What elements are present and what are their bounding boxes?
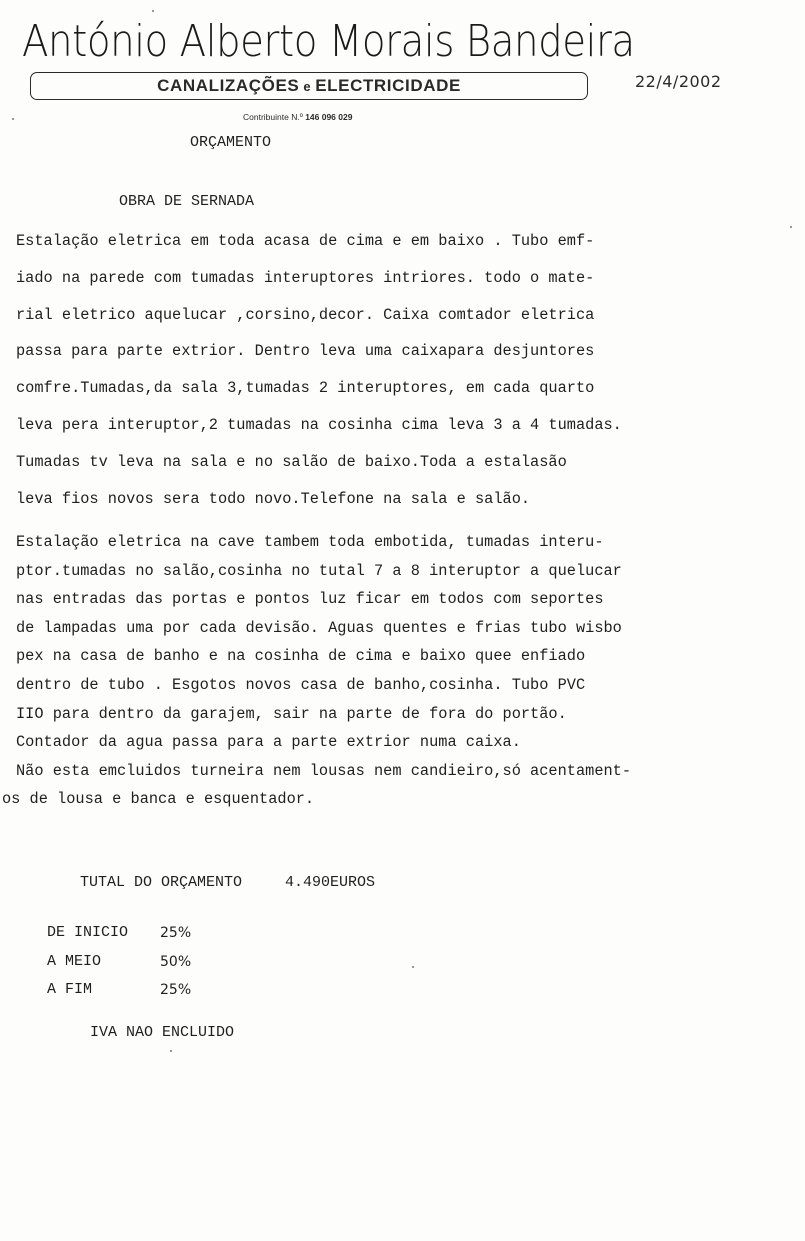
scan-speck bbox=[152, 10, 154, 12]
trade-banner bbox=[30, 72, 588, 100]
text-line: dentro de tubo . Esgotos novos casa de banho,cosinha. Tubo PVC bbox=[16, 675, 586, 694]
payment-stage: DE INICIO bbox=[47, 924, 129, 941]
payment-stage: A MEIO bbox=[47, 952, 102, 970]
vat-note: IVA NAO ENCLUIDO bbox=[90, 1024, 235, 1041]
payment-stage: A FIM bbox=[47, 981, 93, 998]
total-label: TUTAL DO ORÇAMENTO bbox=[80, 874, 243, 891]
text-line: Estalação eletrica em toda acasa de cima e em baixo . Tubo emf- bbox=[16, 232, 595, 250]
trade-conjunction: e bbox=[303, 78, 312, 94]
trade-plumbing: CANALIZAÇÕES bbox=[157, 76, 300, 95]
payment-row bbox=[47, 922, 191, 951]
total-amount: 4.490EUROS bbox=[285, 874, 376, 891]
scan-speck bbox=[170, 1050, 172, 1052]
text-line: leva fios novos sera todo novo.Telefone na sala e salão. bbox=[16, 489, 531, 508]
taxpayer-number: 146 096 029 bbox=[305, 112, 353, 122]
document-title: ORÇAMENTO bbox=[190, 134, 272, 151]
text-line: Contador da agua passa para a parte extrior numa caixa. bbox=[16, 733, 521, 752]
text-line: Não esta emcluidos turneira nem lousas nem candieiro,só acentament- bbox=[16, 761, 632, 780]
payment-row bbox=[47, 979, 191, 1008]
payment-percent: 25% bbox=[160, 925, 192, 941]
text-line: iado na parede com tumadas interuptores intriores. todo o mate- bbox=[16, 268, 595, 287]
payment-row bbox=[47, 951, 191, 980]
text-line: Estalação eletrica na cave tambem toda embotida, tumadas interu- bbox=[16, 533, 604, 551]
payment-percent: 25% bbox=[160, 982, 192, 998]
text-line: leva pera interuptor,2 tumadas na cosinha cima leva 3 a 4 tumadas. bbox=[16, 415, 622, 434]
scan-speck bbox=[412, 966, 414, 968]
paragraph-electrical-upper bbox=[16, 230, 622, 524]
work-title: OBRA DE SERNADA bbox=[119, 193, 255, 210]
text-line: nas entradas das portas e pontos luz ficar em todos com seportes bbox=[16, 590, 604, 609]
text-line: ptor.tumadas no salão,cosinha no tutal 7 a 8 interuptor a quelucar bbox=[16, 561, 622, 580]
taxpayer-label: Contribuinte N.º bbox=[243, 112, 303, 122]
taxpayer-id bbox=[243, 112, 352, 122]
payment-percent: 50% bbox=[160, 953, 192, 970]
payment-schedule bbox=[47, 922, 191, 1008]
text-line: os de lousa e banca e esquentador. bbox=[2, 790, 315, 809]
text-line: pex na casa de banho e na cosinha de cima e baixo quee enfiado bbox=[16, 647, 586, 666]
scan-speck bbox=[12, 118, 14, 120]
text-line: rial eletrico aquelucar ,corsino,decor. Caixa comtador eletrica bbox=[16, 305, 595, 324]
text-line: IIO para dentro da garajem, sair na parte de fora do portão. bbox=[16, 704, 567, 723]
scan-speck bbox=[790, 226, 792, 228]
quotation-total bbox=[80, 874, 375, 891]
document-date: 22/4/2002 bbox=[635, 72, 722, 91]
text-line: de lampadas uma por cada devisão. Aguas quentes e frias tubo wisbo bbox=[16, 618, 622, 637]
trade-electricity: ELECTRICIDADE bbox=[315, 76, 461, 95]
text-line: Tumadas tv leva na sala e no salão de baixo.Toda a estalasão bbox=[16, 452, 567, 471]
company-name: António Alberto Morais Bandeira bbox=[22, 16, 635, 67]
paragraph-cave-plumbing bbox=[2, 531, 632, 817]
text-line: comfre.Tumadas,da sala 3,tumadas 2 interuptores, em cada quarto bbox=[16, 379, 595, 398]
text-line: passa para parte extrior. Dentro leva uma caixapara desjuntores bbox=[16, 342, 595, 361]
